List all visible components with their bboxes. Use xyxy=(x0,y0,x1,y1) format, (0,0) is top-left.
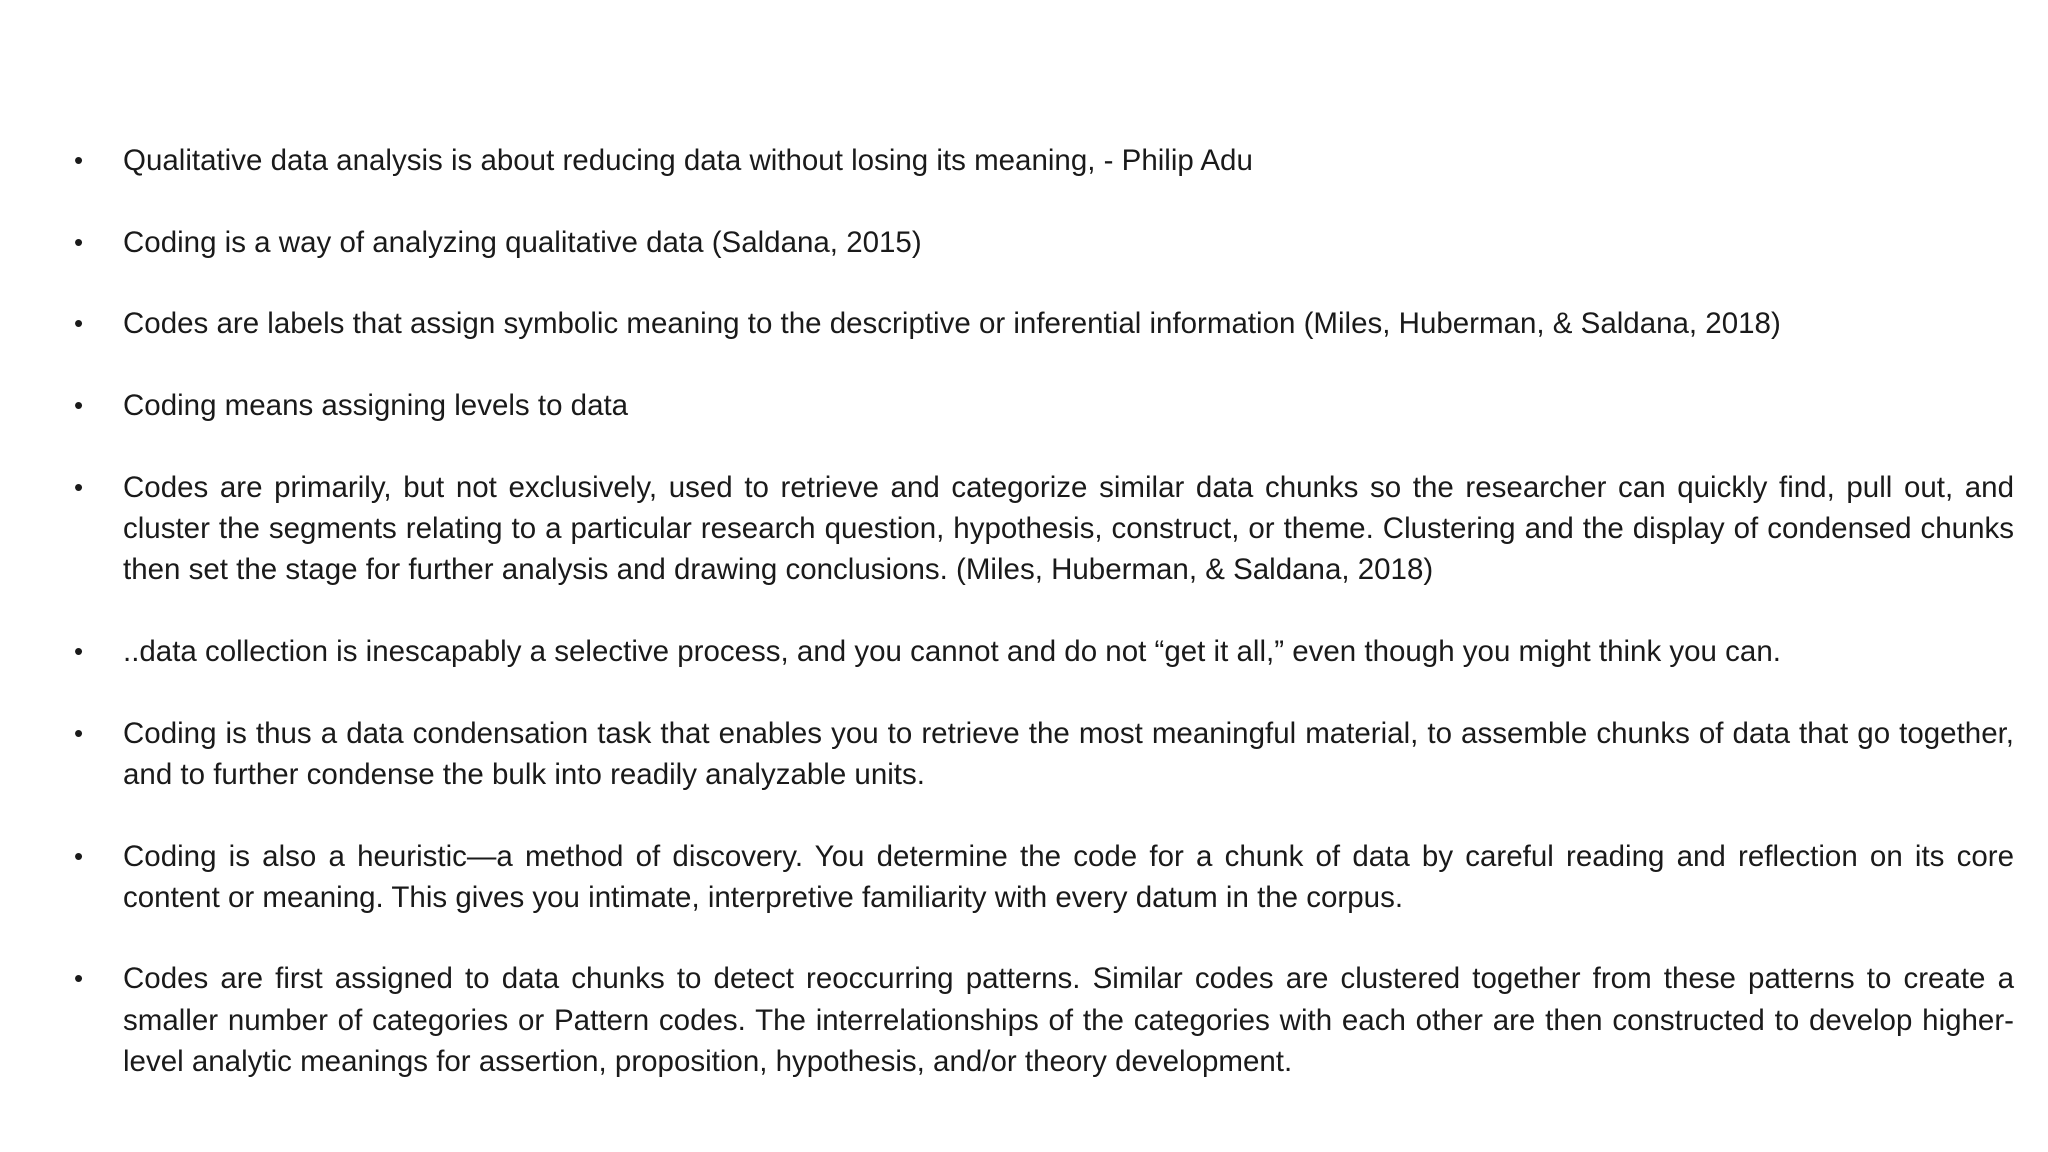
bullet-item xyxy=(0,385,2048,426)
bullet-item xyxy=(0,303,2048,344)
bullet-icon: • xyxy=(74,963,84,994)
bullet-text: Codes are primarily, but not exclusively, used to retrieve and categorize similar data chunks so the researcher can quickly find, pull out, and cluster the segments relating to a particular research question, hypothesis, construct, or theme. Clustering and the display of condensed chunks then set the stage for further analysis and drawing conclusions. (Miles, Huberman, & Saldana, 2018) xyxy=(123,470,2014,587)
bullet-item xyxy=(0,836,2048,918)
bullet-icon: • xyxy=(74,840,84,871)
bullet-item xyxy=(0,467,2048,591)
bullet-item xyxy=(0,222,2048,263)
bullet-item xyxy=(0,631,2048,672)
bullet-text: Coding is a way of analyzing qualitative data (Saldana, 2015) xyxy=(123,225,922,259)
bullet-text: Codes are labels that assign symbolic meaning to the descriptive or inferential information (Miles, Huberman, & Saldana, 2018) xyxy=(123,307,1781,341)
bullet-text: Coding is thus a data condensation task that enables you to retrieve the most meaningful material, to assemble chunks of data that go together, and to further condense the bulk into readily analyzable units. xyxy=(123,716,2014,791)
bullet-text: Qualitative data analysis is about reducing data without losing its meaning, - Philip Adu xyxy=(123,144,1253,177)
bullet-text: ..data collection is inescapably a selective process, and you cannot and do not “get it all,” even though you might think you can. xyxy=(123,634,1781,668)
bullet-item xyxy=(0,140,2048,181)
bullet-icon: • xyxy=(74,471,84,502)
bullet-icon: • xyxy=(74,308,84,339)
bullet-text: Coding is also a heuristic—a method of discovery. You determine the code for a chunk of data by careful reading and reflection on its core content or meaning. This gives you intimate, interpretive familiarity with every datum in the corpus. xyxy=(123,839,2014,914)
bullet-item xyxy=(0,958,2048,1082)
bullet-icon: • xyxy=(74,635,84,666)
bullet-item xyxy=(0,713,2048,795)
bullet-icon: • xyxy=(74,390,84,421)
bullet-text: Coding means assigning levels to data xyxy=(123,389,629,423)
bullet-icon: • xyxy=(74,717,84,748)
bullet-icon: • xyxy=(74,226,84,257)
bullet-list xyxy=(0,140,2048,1082)
bullet-icon: • xyxy=(74,145,84,175)
bullet-text: Codes are first assigned to data chunks to detect reoccurring patterns. Similar codes are clustered together from these patterns to create a smaller number of categories or Pattern codes. The interrelationships of the categories with each other are then constructed to develop higher-level analytic meanings for assertion, proposition, hypothesis, and/or theory development. xyxy=(123,962,2014,1078)
